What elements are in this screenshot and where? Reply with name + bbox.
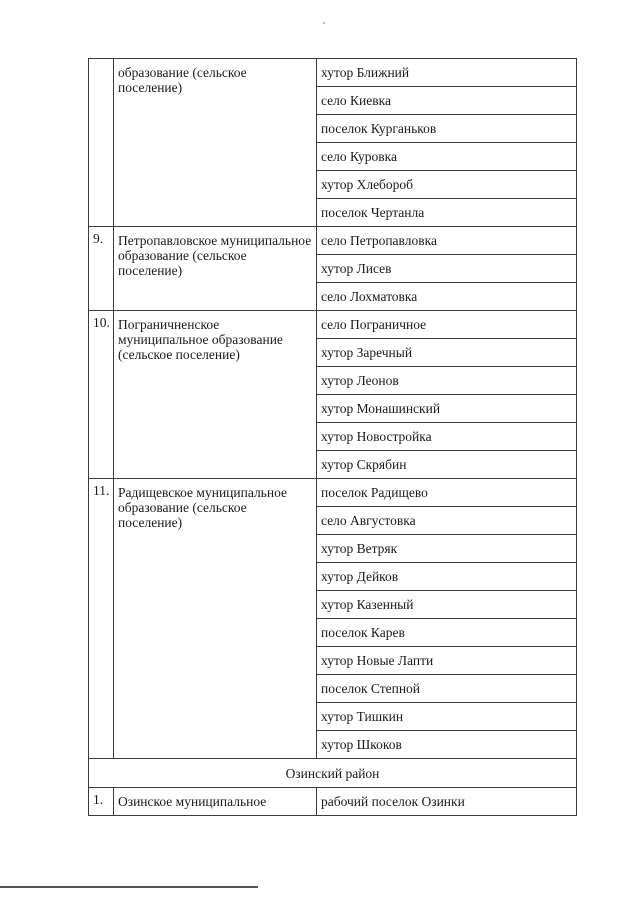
row-number — [89, 59, 114, 227]
settlement-cell: хутор Монашинский — [317, 395, 577, 423]
settlement-cell: поселок Радищево — [317, 479, 577, 507]
municipality-name: Пограничненское муниципальное образование (сельское поселение) — [114, 311, 317, 479]
settlement-cell: село Киевка — [317, 87, 577, 115]
settlement-cell: село Пограничное — [317, 311, 577, 339]
municipality-name: Петропавловское муниципальное образование (сельское поселение) — [114, 227, 317, 311]
district-title: Озинский район — [89, 759, 577, 788]
settlement-cell: хутор Ветряк — [317, 535, 577, 563]
municipality-name: Радищевское муниципальное образование (сельское поселение) — [114, 479, 317, 759]
municipality-name: образование (сельское поселение) — [114, 59, 317, 227]
settlement-cell: село Лохматовка — [317, 283, 577, 311]
settlement-cell: хутор Лисев — [317, 255, 577, 283]
settlement-cell: хутор Скрябин — [317, 451, 577, 479]
row-number: 9. — [89, 227, 114, 311]
settlement-cell: село Куровка — [317, 143, 577, 171]
row-number: 10. — [89, 311, 114, 479]
scan-speck — [323, 22, 325, 24]
table-row — [89, 59, 577, 87]
settlements-table-body — [89, 59, 577, 816]
table-row — [89, 479, 577, 507]
settlement-cell: поселок Степной — [317, 675, 577, 703]
settlement-cell: поселок Чертанла — [317, 199, 577, 227]
settlement-cell: хутор Шкоков — [317, 731, 577, 759]
settlement-cell: поселок Карев — [317, 619, 577, 647]
settlement-cell: село Петропавловка — [317, 227, 577, 255]
settlement-cell: поселок Курганьков — [317, 115, 577, 143]
settlements-table — [88, 58, 577, 816]
table-row — [89, 311, 577, 339]
settlement-cell: рабочий поселок Озинки — [317, 788, 577, 816]
settlement-cell: хутор Дейков — [317, 563, 577, 591]
settlement-cell: хутор Казенный — [317, 591, 577, 619]
table-row — [89, 788, 577, 816]
settlement-cell: хутор Хлебороб — [317, 171, 577, 199]
settlement-cell: хутор Заречный — [317, 339, 577, 367]
row-number: 1. — [89, 788, 114, 816]
settlement-cell: хутор Новостройка — [317, 423, 577, 451]
municipality-name: Озинское муниципальное — [114, 788, 317, 816]
table-row — [89, 227, 577, 255]
settlement-cell: хутор Новые Лапти — [317, 647, 577, 675]
settlement-cell: село Августовка — [317, 507, 577, 535]
settlement-cell: хутор Леонов — [317, 367, 577, 395]
settlement-cell: хутор Ближний — [317, 59, 577, 87]
settlement-cell: хутор Тишкин — [317, 703, 577, 731]
district-row — [89, 759, 577, 788]
row-number: 11. — [89, 479, 114, 759]
footnote-rule — [0, 886, 258, 888]
